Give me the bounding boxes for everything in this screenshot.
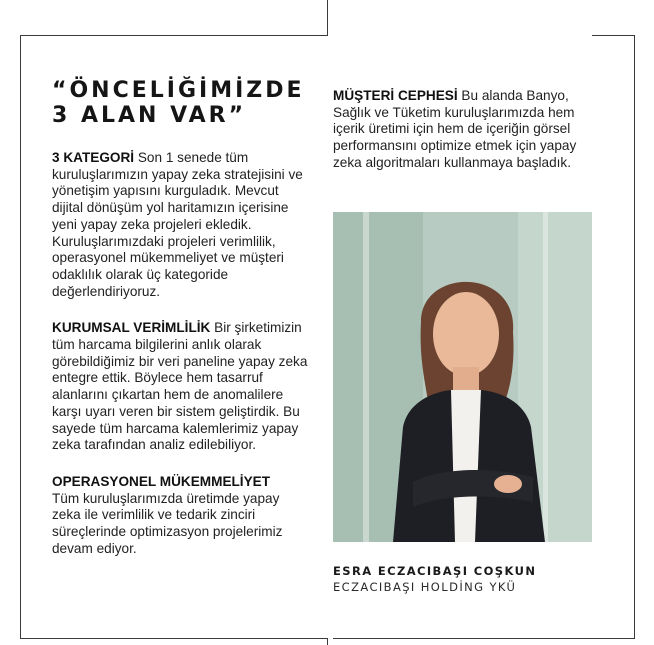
left-column: [52, 78, 310, 577]
portrait-illustration: [333, 212, 592, 542]
caption-name: ESRA ECZACIBAŞI COŞKUN: [333, 564, 537, 578]
caption-title: ECZACIBAŞI HOLDİNG YKÜ: [333, 580, 517, 594]
portrait-photo: [333, 212, 592, 542]
section-title: KURUMSAL VERİMLİLİK: [52, 320, 211, 336]
section-operasyonel-mukemmeliyet: [52, 474, 310, 558]
section-body: Bu alanda Banyo, Sağlık ve Tüketim kuruluşlarımızda hem içerik üretimi için hem de içeriğin görsel performansını optimize etmek için yapay zeka algoritmaları kullanmaya başladık.: [333, 88, 577, 170]
headline: “ÖNCELİĞİMİZDE 3 ALAN VAR”: [52, 78, 305, 128]
section-3-kategori: [52, 150, 310, 300]
section-body: Tüm kuruluşlarımızda üretimde yapay zeka ile verimlilik ve tedarik zinciri süreçlerinde optimizasyon projelerimiz devam ediyor.: [52, 490, 283, 556]
section-title: OPERASYONEL MÜKEMMELİYET: [52, 473, 271, 489]
frame-rule-top-right: [592, 35, 635, 36]
section-musteri-cephesi: [333, 88, 595, 172]
section-body: Bir şirketimizin tüm harcama bilgilerini anlık olarak görebildiğimiz bir veri paneline yapay zeka entegre ettik. Böylece hem tasarruf alanlarını çıkartan hem de anomalilere karşı uyarı veren bir sistem geliştirdik. Bu sayede tüm harcama kalemlerimiz yapay zeka tarafından analiz edilebiliyor.: [52, 320, 308, 453]
frame-rule-left: [20, 35, 21, 639]
frame-rule-bottom-left: [20, 638, 328, 639]
frame-rule-top-left: [20, 35, 328, 36]
section-title: MÜŞTERİ CEPHESİ: [333, 88, 458, 103]
right-column: [333, 88, 595, 192]
frame-rule-top-left-tick: [327, 0, 328, 36]
photo-caption: [333, 564, 613, 594]
frame-rule-right: [634, 35, 635, 639]
frame-rule-bottom-right: [333, 638, 635, 639]
section-title: 3 KATEGORİ: [52, 150, 135, 165]
frame-rule-bottom-tick: [327, 638, 328, 645]
section-body: Son 1 senede tüm kuruluşlarımızın yapay zeka stratejisini ve yönetişim yapısını kurguladık. Mevcut dijital dönüşüm yol haritamızın içerisine yeni yapay zeka projeleri ekledik. Kuruluşlarımızdaki projeleri verimlilik, operasyonel mükemmeliyet ve müşteri odaklılık olarak üç kategoride değerlendiriyoruz.: [52, 150, 303, 299]
section-kurumsal-verimlilik: [52, 320, 310, 454]
